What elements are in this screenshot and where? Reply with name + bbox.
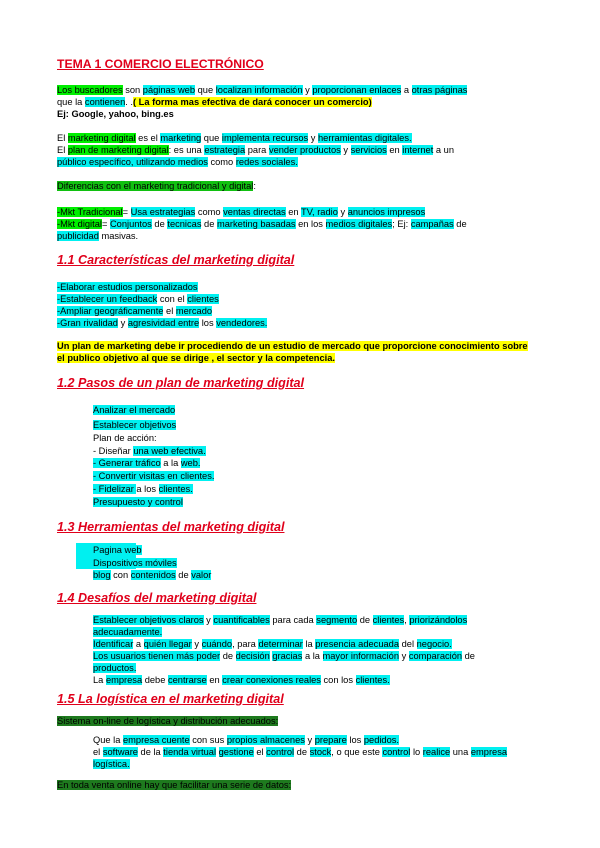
text: en	[285, 207, 302, 217]
highlight: presencia adecuada	[315, 639, 400, 649]
text: que	[195, 85, 216, 95]
text: Que la	[93, 735, 123, 745]
text: y	[398, 651, 409, 661]
highlight: una	[133, 445, 152, 456]
highlight: - Generar tráfico	[93, 458, 161, 469]
highlight: campañas	[410, 219, 454, 229]
text: de	[294, 747, 310, 757]
highlight: feedback	[119, 294, 158, 304]
highlight: tienda virtual	[163, 747, 217, 757]
highlight: gestione	[218, 747, 254, 757]
text: para cada	[269, 615, 317, 625]
text: los	[346, 735, 364, 745]
venta-heading	[57, 779, 541, 791]
text: son	[122, 85, 143, 95]
highlight: negocio.	[416, 639, 452, 649]
list-item: Pagina web	[93, 545, 142, 555]
highlight: valor	[191, 570, 212, 581]
highlight: clientes.	[355, 675, 390, 685]
logistica-paragraph	[93, 734, 543, 770]
herramientas-list	[93, 544, 543, 582]
text: en	[206, 675, 223, 685]
highlight: el publico objetivo al que se dirige , el sector y la competencia.	[57, 353, 335, 363]
section-heading: 1.1 Características del marketing digital	[57, 253, 295, 267]
highlight: empresa	[470, 747, 508, 757]
highlight: comparación	[408, 651, 463, 661]
text: de	[151, 219, 168, 229]
highlight: realice	[422, 747, 451, 757]
highlight: control	[382, 747, 411, 757]
text: a la	[302, 651, 323, 661]
highlight: pedidos.	[363, 735, 400, 745]
highlight: Diferencias con el marketing tradicional y digital	[57, 181, 254, 191]
section-heading: 1.3 Herramientas del marketing digital	[57, 520, 285, 534]
highlight: gracias	[272, 651, 303, 661]
highlight: agresividad entre	[127, 318, 200, 328]
text: y	[340, 145, 351, 155]
sistema-heading	[57, 715, 541, 727]
highlight: Conjuntos	[109, 219, 152, 229]
text: a	[401, 85, 412, 95]
text: masivas.	[98, 231, 139, 241]
text: la	[302, 639, 316, 649]
highlight: marketing digital	[67, 133, 136, 143]
highlight: tecnicas	[167, 219, 202, 229]
examples: Ej: Google, yahoo, bing.es	[57, 109, 174, 119]
highlight: cuantificables	[213, 615, 270, 625]
text: con	[110, 570, 131, 581]
text: a un	[433, 145, 454, 155]
highlight: poder	[196, 651, 221, 661]
text: y	[337, 207, 348, 217]
text: lo	[410, 747, 423, 757]
highlight: contenidos	[130, 570, 176, 581]
pasos-list	[93, 404, 543, 509]
text: La	[93, 675, 106, 685]
highlight: determinar	[258, 639, 303, 649]
highlight: proporcionan enlaces	[312, 85, 402, 95]
text: . .	[125, 97, 133, 107]
highlight: logística.	[93, 759, 130, 769]
text: =	[122, 207, 131, 217]
highlight: -Gran rivalidad	[57, 318, 118, 328]
text: el	[163, 306, 176, 316]
highlight: propios almacenes	[226, 735, 305, 745]
text: : es una	[168, 145, 205, 155]
text: debe	[142, 675, 168, 685]
list-item: Analizar el mercado	[93, 405, 176, 415]
list-item: -Elaborar estudios personalizados	[57, 282, 198, 292]
page-title: TEMA 1 COMERCIO ELECTRÓNICO	[57, 57, 264, 71]
highlight: ( La forma mas efectiva de dará conocer un comercio)	[133, 97, 372, 107]
text: el	[253, 747, 267, 757]
highlight: vender productos	[268, 145, 341, 155]
highlight: servicios	[350, 145, 387, 155]
text: y	[308, 133, 319, 143]
highlight: priorizándolos	[409, 615, 468, 625]
list-item: Plan de acción:	[93, 433, 157, 444]
text: en los	[295, 219, 326, 229]
list-item: Presupuesto y control	[93, 497, 183, 508]
text: y	[304, 735, 315, 745]
highlight: localizan información	[215, 85, 303, 95]
highlight: -Mkt digital	[57, 219, 102, 229]
desafios-paragraph	[93, 614, 543, 686]
text: - Diseñar	[93, 445, 134, 456]
highlight: ventas directas	[223, 207, 286, 217]
text: El	[57, 145, 68, 155]
highlight: -Establecer un	[57, 294, 120, 304]
list-item: Establecer objetivos	[93, 419, 177, 430]
highlight: TV, radio	[301, 207, 338, 217]
highlight: web.	[180, 458, 201, 469]
highlight: -Ampliar	[57, 306, 95, 316]
highlight: redes sociales.	[235, 157, 298, 167]
highlight: Los usuarios tienen más	[93, 651, 197, 661]
diferencias-heading	[57, 180, 541, 192]
highlight: Un plan de marketing debe ir procediendo de un estudio de mercado que proporcione conocimiento sobre	[57, 341, 528, 351]
highlight: plan de marketing digital	[67, 145, 169, 155]
highlight: otras páginas	[411, 85, 468, 95]
highlight: Los buscadores	[57, 85, 123, 95]
text: y	[117, 318, 128, 328]
highlight: quién llegar	[143, 639, 192, 649]
text: y	[203, 615, 214, 625]
text: el	[93, 747, 103, 757]
text: y	[191, 639, 202, 649]
text: ; Ej:	[392, 219, 411, 229]
highlight: control	[266, 747, 295, 757]
highlight: Sistema on-line de logística y distribución adecuados:	[57, 716, 279, 726]
highlight: crear conexiones reales	[222, 675, 321, 685]
text: los	[199, 318, 217, 328]
highlight: marketing	[160, 133, 202, 143]
highlight: productos.	[93, 663, 137, 673]
marketing-paragraph	[57, 132, 541, 168]
highlight: empresa cuente	[122, 735, 190, 745]
highlight: marketing basadas	[216, 219, 296, 229]
mkt-paragraph	[57, 206, 541, 242]
text: de	[357, 615, 373, 625]
text: del	[399, 639, 417, 649]
highlight: En toda venta online hay que facilitar una serie de datos:	[57, 780, 292, 790]
text: , para	[232, 639, 259, 649]
text: con los	[320, 675, 356, 685]
text: en	[386, 145, 403, 155]
highlight: adecuadamente.	[93, 627, 163, 637]
highlight: decisión	[235, 651, 270, 661]
text: a	[133, 639, 144, 649]
highlight: contienen	[84, 97, 126, 107]
highlight: clientes.	[158, 483, 193, 494]
text: de	[220, 651, 236, 661]
text: una	[450, 747, 471, 757]
text: y	[302, 85, 313, 95]
text: de	[175, 570, 192, 581]
highlight: anuncios impresos	[347, 207, 426, 217]
highlight: software	[102, 747, 138, 757]
highlight: - Convertir visitas en	[93, 470, 181, 481]
highlight: Identificar	[93, 639, 134, 649]
text: =	[101, 219, 110, 229]
text: ,	[404, 615, 410, 625]
list-item: Dispositivos móviles	[93, 557, 177, 568]
highlight: internet	[402, 145, 434, 155]
highlight: clientes	[187, 294, 219, 304]
highlight: - Fidelizar	[93, 483, 137, 494]
highlight: público específico, utilizando medios	[57, 157, 208, 167]
text: de la	[137, 747, 164, 757]
highlight: prepare	[314, 735, 347, 745]
highlight: cuándo	[201, 639, 233, 649]
highlight: medios digitales	[325, 219, 393, 229]
text: :	[253, 181, 256, 191]
buscadores-paragraph	[57, 84, 541, 120]
section-heading: 1.2 Pasos de un plan de marketing digital	[57, 376, 305, 390]
highlight: Establecer objetivos claros	[93, 615, 204, 625]
highlight: páginas web	[142, 85, 196, 95]
highlight: clientes	[372, 615, 405, 625]
text: con el	[157, 294, 188, 304]
highlight: web efectiva.	[151, 445, 206, 456]
highlight: mercado	[175, 306, 213, 316]
highlight: centrarse	[167, 675, 207, 685]
highlight: empresa	[105, 675, 143, 685]
estudio-paragraph	[57, 340, 541, 364]
text: El	[57, 133, 68, 143]
text: como	[207, 157, 236, 167]
text: con sus	[189, 735, 227, 745]
highlight: stock	[309, 747, 332, 757]
highlight: herramientas digitales.	[318, 133, 412, 143]
highlight: implementa recursos	[221, 133, 309, 143]
text: de	[201, 219, 217, 229]
text: como	[195, 207, 224, 217]
highlight: clientes.	[180, 470, 215, 481]
highlight: estrategia	[204, 145, 246, 155]
highlight: Usa estrategias	[130, 207, 196, 217]
highlight: mayor información	[322, 651, 399, 661]
text: de	[453, 219, 467, 229]
caracteristicas-list	[57, 281, 541, 329]
text: , o que este	[331, 747, 383, 757]
highlight: blog	[93, 570, 111, 581]
text: para	[245, 145, 269, 155]
text: que	[201, 133, 222, 143]
highlight: -Mkt Tradicional	[57, 207, 123, 217]
text: que la	[57, 97, 85, 107]
section-heading: 1.4 Desafíos del marketing digital	[57, 591, 257, 605]
highlight: publicidad	[57, 231, 99, 241]
text: a la	[160, 458, 181, 469]
highlight: geográficamente	[94, 306, 164, 316]
text: a los	[136, 483, 159, 494]
text: es el	[135, 133, 161, 143]
section-heading: 1.5 La logística en el marketing digital	[57, 692, 284, 706]
highlight: segmento	[316, 615, 358, 625]
highlight: vendedores.	[216, 318, 268, 328]
text: de	[462, 651, 475, 661]
